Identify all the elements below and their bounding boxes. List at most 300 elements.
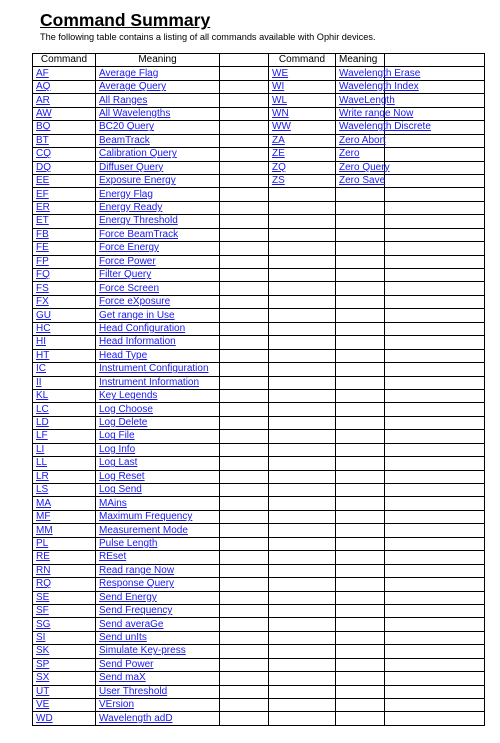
empty-cell (220, 161, 269, 174)
table-row (33, 699, 485, 712)
meaning-cell (336, 67, 421, 80)
meaning-cell (336, 389, 385, 402)
meaning-cell-link[interactable]: Send Energy (99, 591, 157, 603)
meaning-cell-link[interactable]: Wavelength adD (99, 712, 173, 724)
empty-cell (385, 685, 485, 698)
empty-cell (385, 645, 485, 658)
command-cell-link[interactable]: SP (36, 658, 50, 670)
command-cell (33, 80, 96, 93)
command-cell (269, 631, 336, 644)
empty-cell (385, 497, 485, 510)
empty-cell (220, 376, 269, 389)
meaning-cell (336, 242, 385, 255)
command-cell (33, 376, 96, 389)
meaning-cell (96, 148, 220, 161)
empty-cell (385, 524, 485, 537)
meaning-cell (96, 578, 220, 591)
meaning-cell-link[interactable]: Key Legends (99, 390, 158, 402)
command-cell-link[interactable]: VE (36, 699, 50, 711)
command-cell (33, 201, 96, 214)
meaning-cell (336, 94, 395, 107)
command-cell-link[interactable]: LD (36, 417, 49, 429)
command-cell-link[interactable]: LI (36, 443, 45, 455)
meaning-cell-link[interactable]: Head Type (99, 349, 148, 361)
empty-cell (385, 134, 485, 147)
empty-cell (385, 389, 485, 402)
table-row (33, 672, 485, 685)
command-cell-link[interactable]: EF (36, 188, 49, 200)
command-cell-link[interactable]: EE (36, 175, 50, 187)
command-cell (33, 67, 96, 80)
command-cell (269, 497, 336, 510)
table-row (33, 389, 485, 402)
meaning-cell (96, 94, 220, 107)
table-row (33, 712, 485, 725)
empty-cell (220, 430, 269, 443)
command-cell (269, 564, 336, 577)
table-row (33, 564, 485, 577)
meaning-cell-link[interactable]: Log Info (99, 443, 136, 455)
command-cell-link[interactable]: LF (36, 430, 48, 442)
meaning-cell (96, 80, 220, 93)
meaning-cell-link[interactable]: Exposure Energy (99, 175, 176, 187)
command-cell-link[interactable]: SI (36, 632, 46, 644)
empty-cell (385, 269, 485, 282)
meaning-cell (96, 242, 220, 255)
empty-cell (220, 322, 269, 335)
meaning-cell (336, 309, 385, 322)
table-row (33, 658, 485, 671)
table-row (33, 94, 485, 107)
command-cell-link[interactable]: DQ (36, 161, 51, 173)
command-cell (269, 578, 336, 591)
command-cell-link[interactable]: SF (36, 605, 49, 617)
meaning-cell-link[interactable]: VErsion (99, 699, 135, 711)
command-cell-link[interactable]: PL (36, 537, 49, 549)
empty-cell (385, 631, 485, 644)
meaning-cell (336, 215, 385, 228)
meaning-cell (96, 658, 220, 671)
empty-cell (220, 685, 269, 698)
meaning-cell-link[interactable]: Force Power (99, 255, 156, 267)
meaning-cell-link[interactable]: Write range Now (339, 107, 414, 119)
command-cell (33, 510, 96, 523)
meaning-cell (96, 484, 220, 497)
command-cell (33, 134, 96, 147)
meaning-cell-link[interactable]: Zero Save (339, 175, 386, 187)
command-cell (33, 685, 96, 698)
meaning-cell-link[interactable]: Average Query (99, 81, 167, 93)
command-cell (33, 148, 96, 161)
command-cell (33, 430, 96, 443)
command-cell-link[interactable]: WE (272, 67, 289, 79)
meaning-cell (96, 349, 220, 362)
command-cell-link[interactable]: WL (272, 94, 287, 106)
table-row (33, 174, 485, 187)
empty-cell (220, 672, 269, 685)
meaning-cell (336, 363, 385, 376)
empty-cell (220, 309, 269, 322)
empty-cell (385, 484, 485, 497)
command-cell-link[interactable]: AF (36, 67, 49, 79)
meaning-cell (336, 524, 385, 537)
empty-cell (385, 376, 485, 389)
table-row (33, 134, 485, 147)
meaning-cell (336, 376, 385, 389)
command-cell (269, 403, 336, 416)
command-cell (269, 510, 336, 523)
empty-cell (220, 578, 269, 591)
empty-cell (385, 403, 485, 416)
command-cell (33, 349, 96, 362)
empty-cell (385, 551, 485, 564)
command-cell (33, 497, 96, 510)
empty-cell (220, 94, 269, 107)
empty-cell (220, 443, 269, 456)
command-cell (269, 161, 336, 174)
command-cell-link[interactable]: SG (36, 618, 51, 630)
meaning-cell (96, 174, 220, 187)
table-row (33, 510, 485, 523)
empty-cell (220, 645, 269, 658)
table-row (33, 215, 485, 228)
command-cell (269, 107, 336, 120)
empty-cell (385, 672, 485, 685)
command-cell-link[interactable]: KL (36, 390, 49, 402)
meaning-cell (336, 403, 385, 416)
meaning-cell (96, 376, 220, 389)
meaning-cell-link[interactable]: Zero Abort (339, 134, 386, 146)
table-row (33, 416, 485, 429)
table-row (33, 470, 485, 483)
meaning-cell (96, 295, 220, 308)
header-meaning-left: Meaning (96, 54, 220, 67)
empty-cell (385, 336, 485, 349)
command-cell-link[interactable]: MA (36, 497, 51, 509)
empty-cell (385, 242, 485, 255)
empty-cell (385, 658, 485, 671)
command-cell-link[interactable]: AR (36, 94, 50, 106)
meaning-cell (336, 658, 385, 671)
empty-cell (385, 537, 485, 550)
meaning-cell-link[interactable]: WaveLength (339, 94, 395, 106)
command-cell-link[interactable]: RE (36, 551, 50, 563)
meaning-cell (96, 215, 220, 228)
command-cell-link[interactable]: WW (272, 121, 291, 133)
meaning-cell (336, 443, 385, 456)
command-cell-link[interactable]: BT (36, 134, 49, 146)
command-cell (33, 94, 96, 107)
command-cell-link[interactable]: HI (36, 336, 46, 348)
meaning-cell (96, 255, 220, 268)
meaning-cell (336, 470, 385, 483)
meaning-cell-link[interactable]: Head Information (99, 336, 176, 348)
meaning-cell (336, 551, 385, 564)
command-cell (269, 94, 336, 107)
command-cell (269, 215, 336, 228)
table-row (33, 255, 485, 268)
table-row (33, 578, 485, 591)
command-cell-link[interactable]: WI (272, 81, 285, 93)
command-cell (269, 376, 336, 389)
meaning-cell (336, 604, 385, 617)
command-cell (33, 470, 96, 483)
meaning-cell-link[interactable]: Read range Now (99, 564, 175, 576)
command-cell-link[interactable]: ET (36, 215, 49, 227)
meaning-cell (336, 699, 385, 712)
command-cell-link[interactable]: GU (36, 309, 51, 321)
command-cell (269, 282, 336, 295)
meaning-cell-link[interactable]: BC20 Query (99, 121, 155, 133)
meaning-cell-link[interactable]: Send Frequency (99, 605, 173, 617)
table-row (33, 403, 485, 416)
command-cell-link[interactable]: MM (36, 524, 53, 536)
empty-cell (220, 712, 269, 725)
command-cell-link[interactable]: ZS (272, 175, 285, 187)
command-cell-link[interactable]: BQ (36, 121, 51, 133)
command-cell (269, 416, 336, 429)
command-cell (33, 591, 96, 604)
meaning-cell-link[interactable]: Wavelength Index (339, 81, 419, 93)
empty-cell (220, 699, 269, 712)
command-cell-link[interactable]: RN (36, 564, 51, 576)
empty-cell (385, 215, 485, 228)
command-cell (269, 309, 336, 322)
empty-cell (385, 174, 485, 187)
meaning-cell-link[interactable]: Force Screen (99, 282, 160, 294)
meaning-cell-link[interactable]: Head Configuration (99, 322, 186, 334)
meaning-cell-link[interactable]: Force eXposure (99, 296, 171, 308)
meaning-cell (336, 80, 419, 93)
command-cell (33, 631, 96, 644)
meaning-cell-link[interactable]: All Ranges (99, 94, 148, 106)
meaning-cell-link[interactable]: Instrument Configuration (99, 363, 209, 375)
command-cell-link[interactable]: FQ (36, 269, 50, 281)
command-cell (33, 188, 96, 201)
meaning-cell-link[interactable]: Force Energy (99, 242, 160, 254)
meaning-cell (336, 618, 385, 631)
command-cell-link[interactable]: II (36, 376, 42, 388)
command-cell-link[interactable]: FS (36, 282, 49, 294)
meaning-cell-link[interactable]: Response Query (99, 578, 175, 590)
meaning-cell (336, 161, 390, 174)
meaning-cell-link[interactable]: Log Reset (99, 470, 145, 482)
meaning-cell-link[interactable]: Simulate Key-press (99, 645, 186, 657)
command-cell-link[interactable]: WD (36, 712, 53, 724)
command-cell (269, 551, 336, 564)
meaning-cell (96, 161, 220, 174)
command-cell (269, 322, 336, 335)
meaning-cell-link[interactable]: Log Choose (99, 403, 153, 415)
meaning-cell (336, 497, 385, 510)
table-row (33, 309, 485, 322)
meaning-cell-link[interactable]: Measurement Mode (99, 524, 188, 536)
meaning-cell (336, 336, 385, 349)
page-title: Command Summary (40, 10, 211, 30)
empty-cell (220, 389, 269, 402)
table-row (33, 336, 485, 349)
meaning-cell-link[interactable]: Force BeamTrack (99, 228, 179, 240)
meaning-cell (96, 121, 220, 134)
empty-cell (220, 470, 269, 483)
command-cell-link[interactable]: ZE (272, 148, 285, 160)
empty-cell (385, 228, 485, 241)
meaning-cell-link[interactable]: User Threshold (99, 685, 168, 697)
empty-cell (220, 80, 269, 93)
empty-cell (220, 174, 269, 187)
command-cell (269, 537, 336, 550)
empty-cell (385, 457, 485, 470)
table-row (33, 188, 485, 201)
command-cell (269, 188, 336, 201)
meaning-cell-link[interactable]: Energy Flag (99, 188, 153, 200)
meaning-cell (96, 685, 220, 698)
table-row (33, 161, 485, 174)
meaning-cell-link[interactable]: Energy Threshold (99, 215, 178, 227)
command-cell (33, 269, 96, 282)
meaning-cell (96, 67, 220, 80)
meaning-cell-link[interactable]: Zero (339, 148, 360, 160)
empty-cell (220, 591, 269, 604)
command-cell-link[interactable]: FP (36, 255, 49, 267)
command-cell-link[interactable]: LC (36, 403, 49, 415)
empty-cell (220, 107, 269, 120)
command-cell (33, 228, 96, 241)
command-cell (33, 564, 96, 577)
meaning-cell-link[interactable]: Wavelength Discrete (339, 121, 431, 133)
table-row (33, 524, 485, 537)
command-cell-link[interactable]: MF (36, 511, 51, 523)
command-cell-link[interactable]: CQ (36, 148, 51, 160)
meaning-cell-link[interactable]: Send Power (99, 658, 154, 670)
meaning-cell-link[interactable]: Pulse Length (99, 537, 158, 549)
table-row (33, 363, 485, 376)
command-cell (269, 134, 336, 147)
command-cell-link[interactable]: RQ (36, 578, 51, 590)
meaning-cell-link[interactable]: All Wavelengths (99, 107, 171, 119)
command-cell-link[interactable]: IC (36, 363, 46, 375)
table-row (33, 604, 485, 617)
meaning-cell (96, 618, 220, 631)
command-cell (269, 645, 336, 658)
command-cell (269, 591, 336, 604)
meaning-cell-link[interactable]: Get range in Use (99, 309, 175, 321)
table-row (33, 631, 485, 644)
command-cell (269, 618, 336, 631)
meaning-cell-link[interactable]: Send maX (99, 672, 146, 684)
command-cell-link[interactable]: SK (36, 645, 50, 657)
command-cell-link[interactable]: HC (36, 322, 51, 334)
meaning-cell (96, 282, 220, 295)
command-cell-link[interactable]: FB (36, 228, 49, 240)
meaning-cell (96, 443, 220, 456)
meaning-cell-link[interactable]: Send averaGe (99, 618, 164, 630)
meaning-cell-link[interactable]: Instrument Information (99, 376, 200, 388)
empty-cell (220, 349, 269, 362)
command-cell (33, 416, 96, 429)
empty-cell (220, 510, 269, 523)
command-cell (33, 161, 96, 174)
meaning-cell (96, 564, 220, 577)
meaning-cell-link[interactable]: Send unIts (99, 632, 147, 644)
meaning-cell-link[interactable]: BeamTrack (99, 134, 150, 146)
command-cell (33, 389, 96, 402)
empty-cell (220, 121, 269, 134)
meaning-cell-link[interactable]: Log File (99, 430, 135, 442)
meaning-cell-link[interactable]: Filter Query (99, 269, 152, 281)
command-cell-link[interactable]: ZA (272, 134, 285, 146)
meaning-cell (96, 363, 220, 376)
command-cell (33, 174, 96, 187)
command-cell-link[interactable]: AW (36, 107, 52, 119)
command-cell (33, 484, 96, 497)
meaning-cell (336, 322, 385, 335)
meaning-cell (96, 430, 220, 443)
table-row (33, 376, 485, 389)
empty-cell (385, 470, 485, 483)
meaning-cell-link[interactable]: Average Flag (99, 67, 159, 79)
meaning-cell (336, 631, 385, 644)
command-cell-link[interactable]: UT (36, 685, 50, 697)
command-cell-link[interactable]: FE (36, 242, 49, 254)
command-cell (269, 389, 336, 402)
empty-cell (220, 269, 269, 282)
meaning-cell (96, 672, 220, 685)
meaning-cell-link[interactable]: Wavelength Erase (339, 67, 421, 79)
meaning-cell-link[interactable]: Log Send (99, 484, 142, 496)
command-cell-link[interactable]: HT (36, 349, 50, 361)
command-cell-link[interactable]: FX (36, 296, 49, 308)
command-cell-link[interactable]: LS (36, 484, 49, 496)
meaning-cell-link[interactable]: Diffuser Query (99, 161, 164, 173)
meaning-cell-link[interactable]: Zero Query (339, 161, 390, 173)
meaning-cell-link[interactable]: MAins (99, 497, 127, 509)
command-cell-link[interactable]: LL (36, 457, 48, 469)
command-cell-link[interactable]: SE (36, 591, 50, 603)
command-cell-link[interactable]: ZQ (272, 161, 286, 173)
command-cell (269, 430, 336, 443)
command-cell-link[interactable]: WN (272, 107, 289, 119)
meaning-cell-link[interactable]: Maximum Frequency (99, 511, 193, 523)
command-cell (33, 309, 96, 322)
empty-cell (220, 336, 269, 349)
table-row (33, 295, 485, 308)
empty-cell (385, 201, 485, 214)
meaning-cell (96, 524, 220, 537)
meaning-cell-link[interactable]: Energy Ready (99, 202, 163, 214)
meaning-cell (96, 389, 220, 402)
meaning-cell-link[interactable]: REset (99, 551, 127, 563)
meaning-cell-link[interactable]: Calibration Query (99, 148, 177, 160)
meaning-cell-link[interactable]: Log Last (99, 457, 138, 469)
command-cell (269, 524, 336, 537)
command-cell-link[interactable]: SX (36, 672, 50, 684)
meaning-cell (96, 457, 220, 470)
command-cell-link[interactable]: LR (36, 470, 49, 482)
table-row (33, 484, 485, 497)
empty-cell (385, 309, 485, 322)
header-meaning-right: Meaning (336, 54, 385, 67)
command-cell-link[interactable]: AQ (36, 81, 51, 93)
empty-cell (220, 537, 269, 550)
empty-cell (220, 255, 269, 268)
command-cell (33, 658, 96, 671)
meaning-cell (96, 269, 220, 282)
empty-cell (220, 631, 269, 644)
command-cell-link[interactable]: ER (36, 202, 50, 214)
header-command-right: Command (269, 54, 336, 67)
meaning-cell-link[interactable]: Log Delete (99, 417, 148, 429)
